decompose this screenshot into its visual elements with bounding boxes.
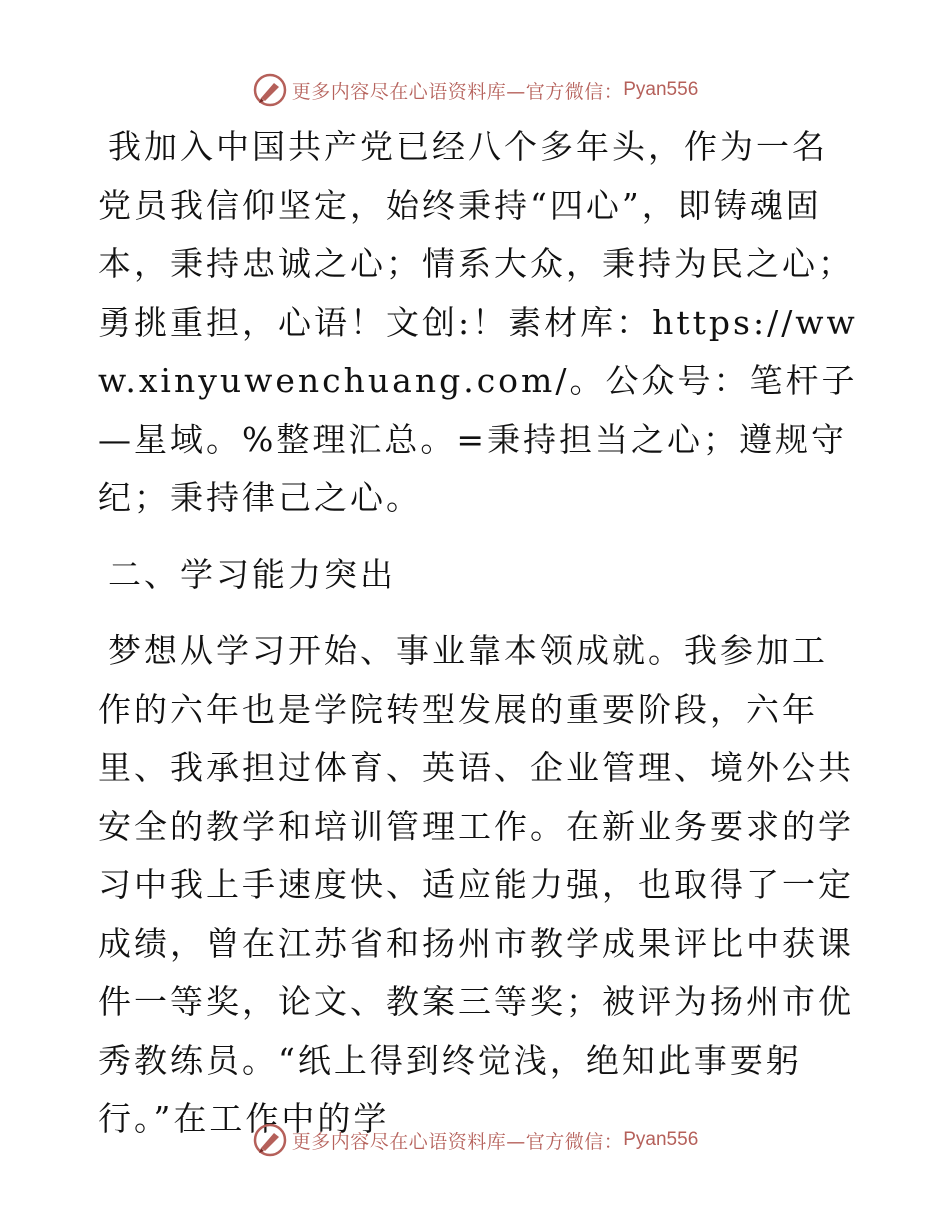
header-banner-text: 更多内容尽在心语资料库—官方微信：	[291, 80, 624, 103]
header-watermark-banner	[0, 70, 950, 110]
pen-nib-logo-icon	[252, 1122, 288, 1158]
footer-banner-text: 更多内容尽在心语资料库—官方微信：	[291, 1130, 624, 1153]
pen-nib-logo-icon	[252, 72, 288, 108]
section-heading: 二、学习能力突出	[108, 554, 396, 594]
body-paragraph-1: 我加入中国共产党已经八个多年头，作为一名党员我信仰坚定，始终秉持“四心”，即铸魂固本，秉持忠诚之心；情系大众，秉持为民之心；勇挑重担，心语！文创:！素材库：https://www.xinyuwenchuang.com/。公众号：笔杆子—星域。%整理汇总。=秉持担当之心；遵规守纪；秉持律己之心。	[98, 127, 858, 517]
body-paragraph-2: 梦想从学习开始、事业靠本领成就。我参加工作的六年也是学院转型发展的重要阶段，六年里、我承担过体育、英语、企业管理、境外公共安全的教学和培训管理工作。在新业务要求的学习中我上手速度快、适应能力强，也取得了一定成绩，曾在江苏省和扬州市教学成果评比中获课件一等奖，论文、教案三等奖；被评为扬州市优秀教练员。“纸上得到终觉浅，绝知此事要躬行。”在工作中的学	[98, 631, 854, 1138]
footer-watermark-banner	[0, 1120, 950, 1160]
document-body	[98, 118, 858, 1149]
header-banner-wechat-id: Pyan556	[623, 79, 699, 100]
footer-banner-wechat-id: Pyan556	[623, 1129, 699, 1150]
